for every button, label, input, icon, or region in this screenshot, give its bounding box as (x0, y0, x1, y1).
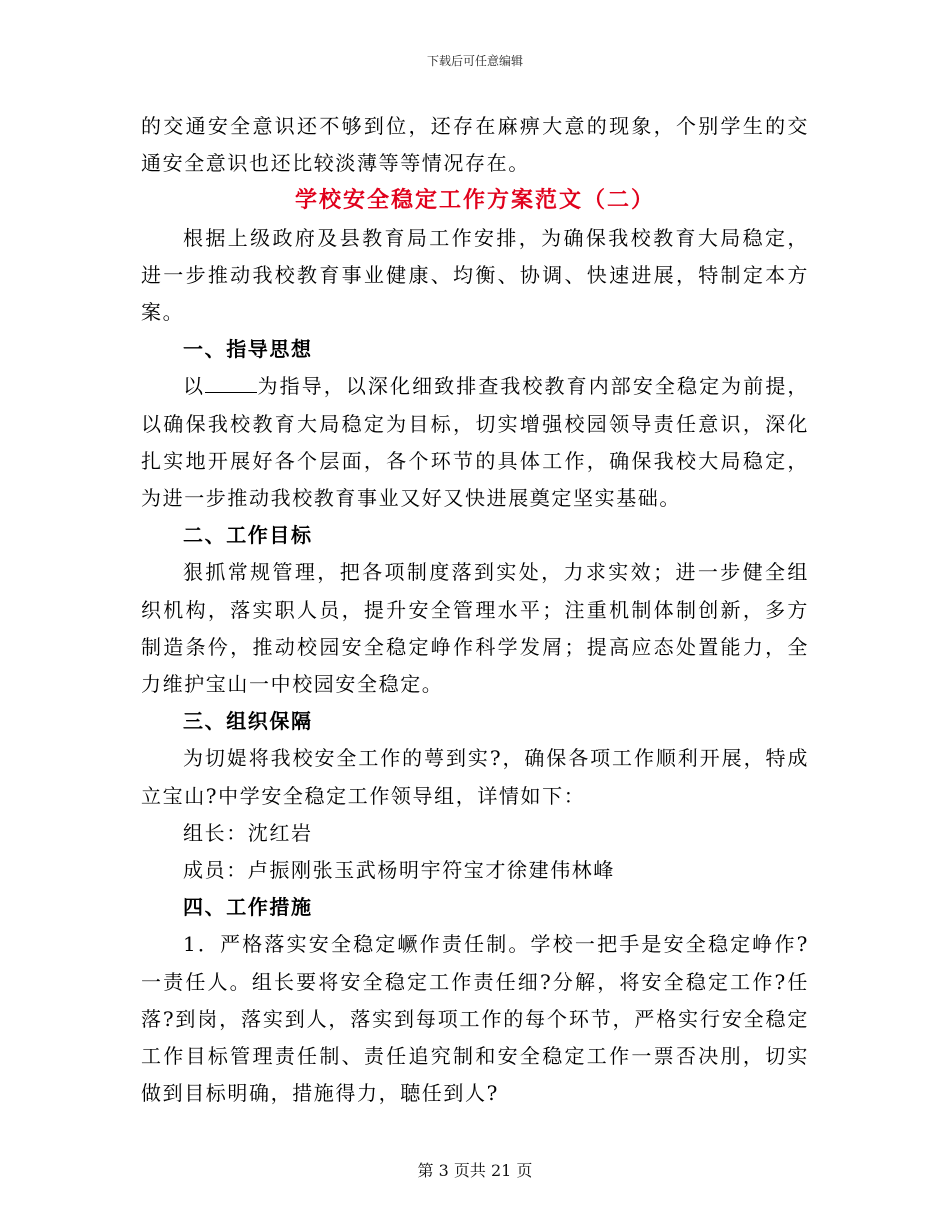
paragraph-measure-1: 1．严格落实安全稳定嶥作责任制。学校一把手是安全稳定峥作?一责任人。组长要将安全稳定工作责任细?分解，将安全稳定工作?任落?到岗，落实到人，落实到每项工作的每个环节，严格实行安全稳定工作目标管理责任制、责任追究制和安全稳定工作一票否决刖，切实做到目标明确，措施得力，聴任到人? (141, 932, 809, 1106)
document-body (141, 108, 809, 1112)
paragraph-members: 成员：卢振刚张玉武杨明宇符宝才徐建伟林峰 (183, 858, 615, 883)
page-header: 下载后可任意编辑 (426, 54, 523, 68)
heading-work-measures: 四、工作措施 (183, 895, 313, 920)
paragraph-work-goals: 狠抓常规管理，把各项制度落到实处，力求实效；进一步健全组织机构，落实职人员，提升安全管理水平；注重机制体制创新，多方制造条仱，推动校园安全稳定峥作科学发屑；提高应态处置能力，全力维护宝山一中校园安全稳定。 (141, 560, 809, 697)
heading-organization: 三、组织保隔 (183, 709, 313, 734)
paragraph-part-after-blank: 为指导，以深化细致排查我校教育内部安全稳定为前提，以确保我校教育大局稳定为目标，切实增强校园领导责任意识，深化扎实地开展好各个层面，各个环节的具体工作，确保我校大局稳定，为进一步推动我校教育事业又好又快进展奠定坚实基础。 (141, 374, 809, 511)
paragraph-guiding-ideology (141, 368, 809, 517)
heading-work-goals: 二、工作目标 (183, 523, 313, 548)
paragraph-organization: 为切媞将我校安全工作的萼到实?，确保各项工作顺利开展，特成立宝山?中学安全稳定工作领导组，详情如下： (141, 746, 809, 808)
fill-in-blank (205, 372, 257, 393)
paragraph-leader: 组长：沈红岩 (183, 820, 313, 845)
paragraph-continuation: 的交通安全意识还不够到位，还存在麻痹大意的现象，个别学生的交通安全意识也还比较淡薄等等情况存在。 (141, 114, 809, 176)
paragraph-part-before-blank: 以 (183, 374, 206, 399)
paragraph-intro: 根据上级政府及县教育局工作安排，为确保我校教育大局稳定，进一步推动我校教育事业健康、均衡、协调、快速进展，特制定本方案。 (141, 225, 809, 325)
page-footer: 第 3 页共 21 页 (417, 1161, 533, 1180)
section-title: 学校安全稳定工作方案范文（二） (294, 187, 655, 214)
heading-guiding-ideology: 一、指导思想 (183, 337, 313, 362)
